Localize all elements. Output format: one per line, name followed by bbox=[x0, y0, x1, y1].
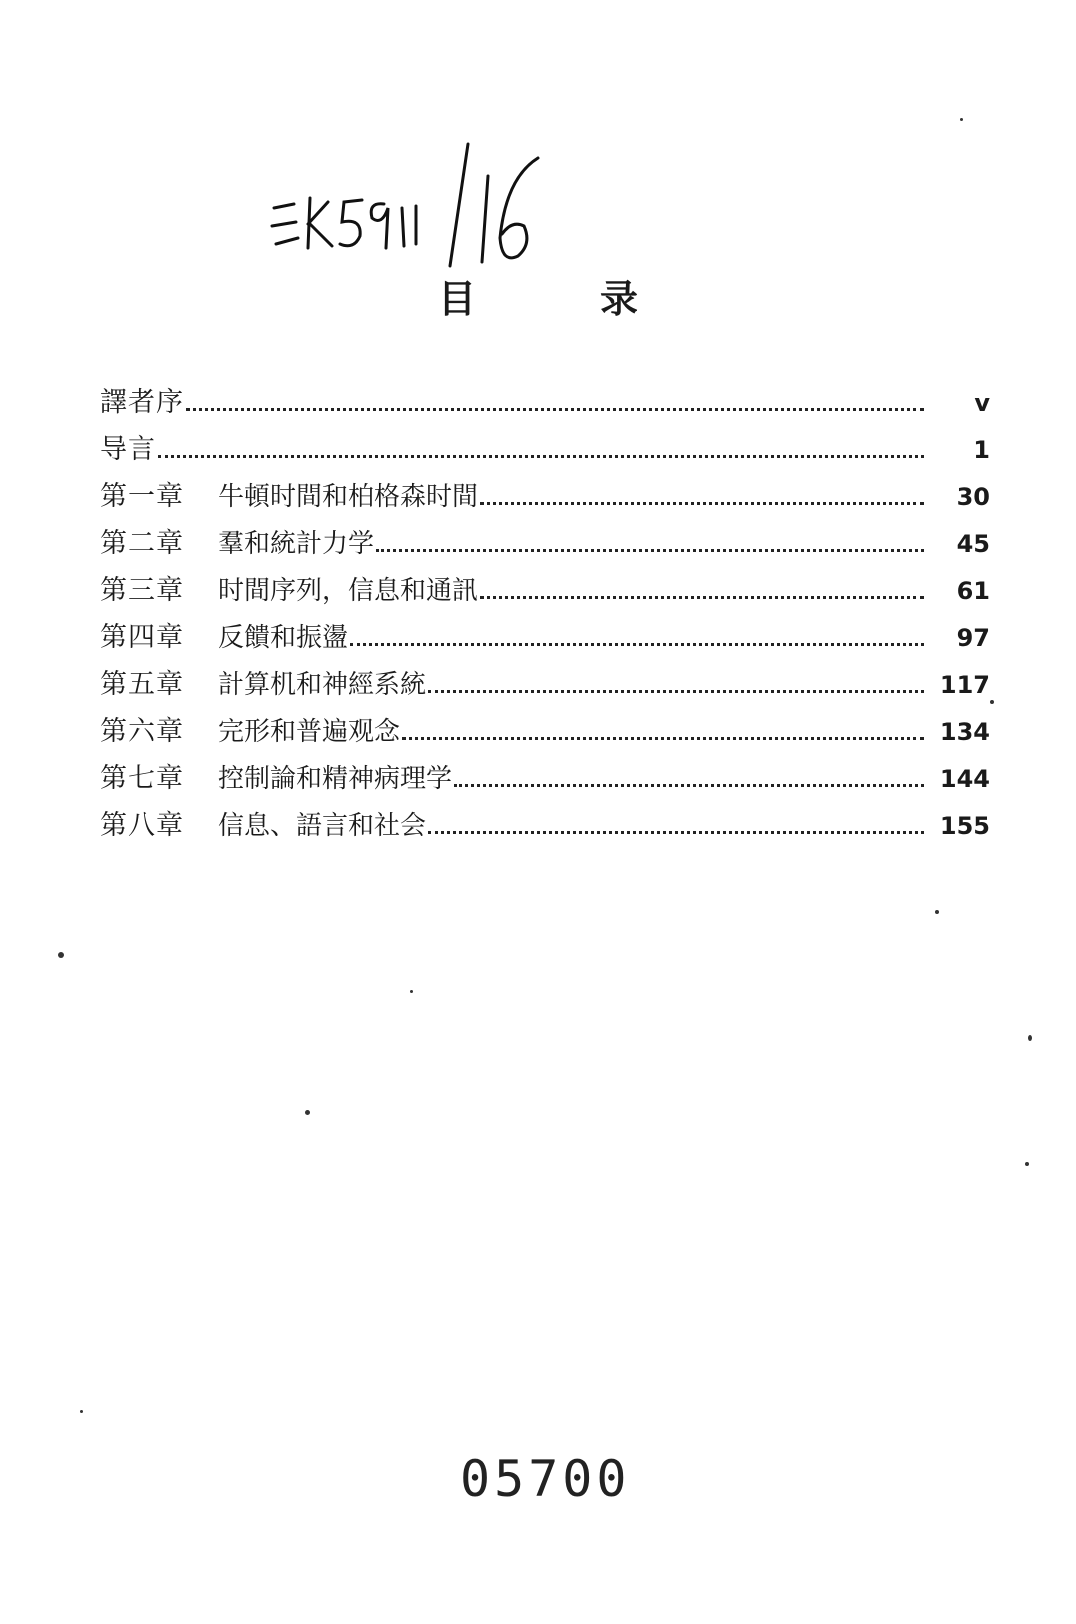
toc-chapter: 第三章 bbox=[100, 575, 184, 606]
stamped-number: 05700 bbox=[460, 1450, 631, 1508]
toc-page: 117 bbox=[939, 671, 990, 699]
paper-speck bbox=[410, 990, 413, 993]
toc-page: v bbox=[974, 389, 990, 417]
toc-page: 30 bbox=[956, 483, 990, 511]
paper-speck bbox=[1025, 1162, 1029, 1166]
toc-page: 97 bbox=[956, 624, 990, 652]
toc-title: 計算机和神經系統 bbox=[218, 670, 427, 700]
toc-row bbox=[100, 654, 990, 701]
paper-speck bbox=[1028, 1035, 1032, 1041]
title-char: 录 bbox=[600, 276, 639, 321]
handwritten-call-number bbox=[262, 138, 562, 278]
toc-title: 时間序列，信息和通訊 bbox=[218, 576, 479, 606]
paper-speck bbox=[58, 952, 64, 958]
paper-speck bbox=[935, 910, 939, 914]
toc-title bbox=[0, 268, 1076, 328]
leader-dots bbox=[350, 643, 924, 646]
toc-page: 1 bbox=[973, 436, 990, 464]
toc-chapter: 第七章 bbox=[100, 763, 184, 794]
toc-title: 羣和統計力学 bbox=[218, 529, 375, 559]
toc-row bbox=[100, 795, 990, 842]
toc-row bbox=[100, 748, 990, 795]
toc-row bbox=[100, 607, 990, 654]
leader-dots bbox=[376, 549, 924, 552]
paper-speck bbox=[960, 118, 963, 121]
table-of-contents bbox=[100, 372, 990, 842]
toc-page: 134 bbox=[939, 718, 990, 746]
leader-dots bbox=[402, 737, 924, 740]
paper-speck bbox=[990, 700, 994, 704]
toc-chapter: 第五章 bbox=[100, 669, 184, 700]
toc-row bbox=[100, 419, 990, 466]
toc-page: 61 bbox=[956, 577, 990, 605]
toc-row bbox=[100, 466, 990, 513]
leader-dots bbox=[428, 690, 924, 693]
leader-dots bbox=[186, 408, 924, 411]
leader-dots bbox=[480, 596, 924, 599]
toc-row bbox=[100, 560, 990, 607]
toc-chapter: 导言 bbox=[100, 434, 156, 465]
leader-dots bbox=[158, 455, 924, 458]
leader-dots bbox=[480, 502, 924, 505]
toc-title: 反饋和振盪 bbox=[218, 623, 349, 653]
toc-chapter: 第八章 bbox=[100, 810, 184, 841]
toc-page: 155 bbox=[939, 812, 990, 840]
toc-chapter: 第四章 bbox=[100, 622, 184, 653]
paper-speck bbox=[305, 1110, 310, 1115]
toc-chapter: 第六章 bbox=[100, 716, 184, 747]
toc-title: 信息、語言和社会 bbox=[218, 811, 427, 841]
toc-row bbox=[100, 513, 990, 560]
toc-row bbox=[100, 701, 990, 748]
leader-dots bbox=[428, 831, 924, 834]
leader-dots bbox=[454, 784, 924, 787]
toc-chapter: 第二章 bbox=[100, 528, 184, 559]
toc-page: 144 bbox=[939, 765, 990, 793]
paper-speck bbox=[80, 1410, 83, 1413]
toc-title: 牛頓时間和柏格森时間 bbox=[218, 482, 479, 512]
toc-row bbox=[100, 372, 990, 419]
toc-chapter: 譯者序 bbox=[100, 387, 184, 418]
toc-page: 45 bbox=[956, 530, 990, 558]
toc-title: 完形和普遍观念 bbox=[218, 717, 401, 747]
toc-title: 控制論和精神病理学 bbox=[218, 764, 453, 794]
toc-chapter: 第一章 bbox=[100, 481, 184, 512]
title-char: 目 bbox=[438, 276, 477, 321]
